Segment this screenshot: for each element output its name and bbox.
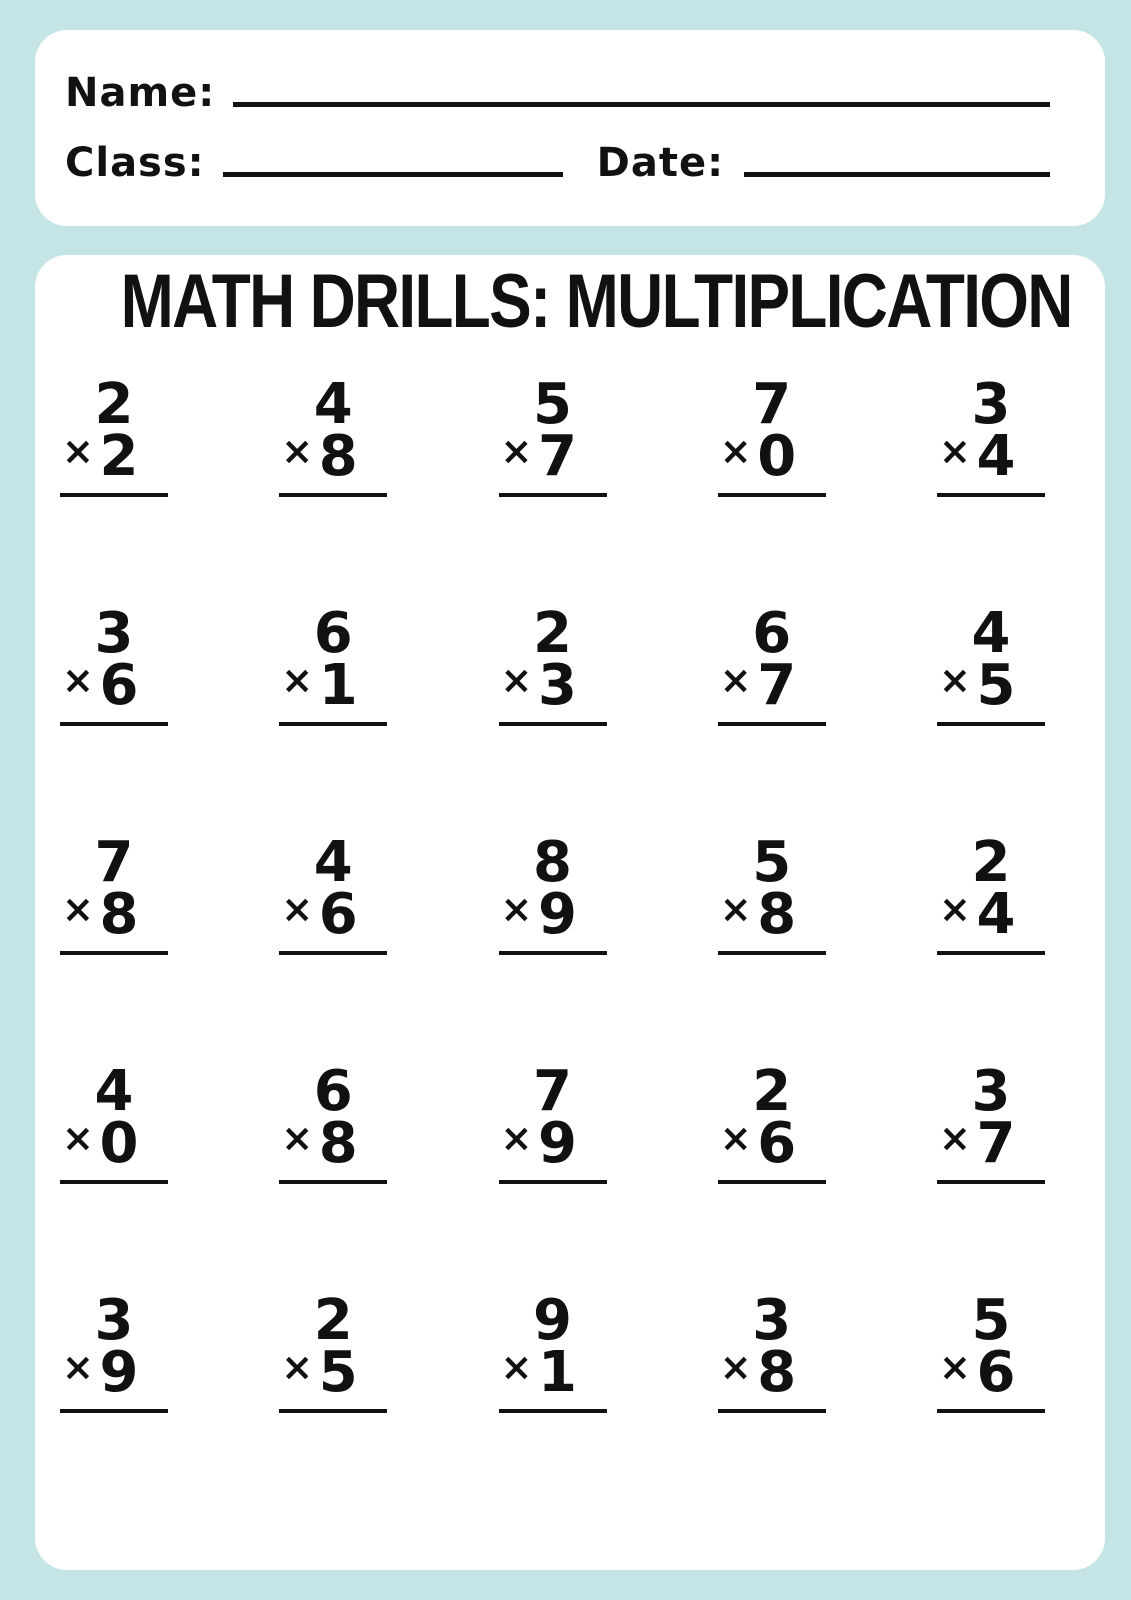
multiplier: 7	[757, 653, 797, 718]
multiplication-problem	[60, 1288, 168, 1524]
problems-grid	[35, 372, 1105, 1524]
multiplication-problem	[60, 830, 168, 1066]
multiplier-row	[60, 1111, 168, 1176]
multiplier-row	[937, 424, 1045, 489]
multiplier: 3	[538, 653, 577, 718]
answer-line[interactable]	[718, 1409, 826, 1413]
class-label: Class:	[65, 140, 205, 186]
multiply-icon: ×	[719, 887, 752, 931]
multiplication-problem	[60, 372, 168, 608]
multiply-icon: ×	[62, 1345, 94, 1389]
answer-line[interactable]	[718, 1180, 826, 1184]
multiplicand: 4	[313, 372, 353, 437]
multiplication-problem	[499, 830, 607, 1066]
answer-line[interactable]	[937, 951, 1045, 955]
multiplier-row	[499, 1111, 607, 1176]
multiplication-problem	[279, 1288, 387, 1524]
answer-line[interactable]	[499, 493, 607, 497]
multiplier-row	[937, 882, 1045, 947]
class-date-field-row	[65, 140, 1050, 186]
multiplication-problem	[937, 1059, 1045, 1295]
answer-line[interactable]	[499, 1180, 607, 1184]
multiplier-row	[718, 1340, 826, 1405]
multiplier: 9	[538, 1111, 577, 1176]
multiplication-problem	[937, 1288, 1045, 1524]
multiplicand: 5	[752, 830, 792, 895]
answer-line[interactable]	[60, 722, 168, 726]
multiply-icon: ×	[62, 887, 94, 931]
multiplicand: 6	[313, 1059, 353, 1124]
multiplier: 8	[757, 1340, 797, 1405]
multiply-icon: ×	[939, 1116, 971, 1160]
multiplier-row	[60, 882, 168, 947]
answer-line[interactable]	[718, 493, 826, 497]
multiply-icon: ×	[939, 658, 971, 702]
answer-line[interactable]	[60, 1180, 168, 1184]
multiplier-row	[937, 1340, 1045, 1405]
multiply-icon: ×	[719, 1345, 752, 1389]
multiplier: 8	[99, 882, 139, 947]
multiplicand: 6	[752, 601, 792, 666]
multiplicand: 3	[971, 372, 1011, 437]
multiplicand: 4	[313, 830, 353, 895]
multiply-icon: ×	[939, 429, 971, 473]
multiply-icon: ×	[500, 1345, 533, 1389]
multiplier: 4	[976, 424, 1016, 489]
multiplication-problem	[279, 372, 387, 608]
multiplication-problem	[499, 1288, 607, 1524]
name-field-row	[65, 70, 1050, 116]
multiplier-row	[718, 1111, 826, 1176]
answer-line[interactable]	[279, 951, 387, 955]
multiply-icon: ×	[281, 1116, 314, 1160]
multiplicand: 3	[94, 1288, 134, 1353]
multiplier: 5	[318, 1340, 358, 1405]
multiply-icon: ×	[62, 658, 94, 702]
multiplier-row	[499, 424, 607, 489]
answer-line[interactable]	[279, 1180, 387, 1184]
answer-line[interactable]	[499, 1409, 607, 1413]
multiplier-row	[718, 882, 826, 947]
multiplier: 9	[99, 1340, 139, 1405]
multiply-icon: ×	[500, 429, 533, 473]
multiplier-row	[279, 424, 387, 489]
multiplication-problem	[937, 372, 1045, 608]
multiplier-row	[937, 653, 1045, 718]
answer-line[interactable]	[718, 722, 826, 726]
multiplier: 9	[538, 882, 577, 947]
multiplier-row	[60, 1340, 168, 1405]
multiplier: 7	[538, 424, 577, 489]
answer-line[interactable]	[937, 722, 1045, 726]
multiplier: 6	[976, 1340, 1016, 1405]
multiply-icon: ×	[281, 429, 314, 473]
multiplier-row	[499, 653, 607, 718]
multiplier: 0	[99, 1111, 139, 1176]
multiplication-problem	[499, 1059, 607, 1295]
multiply-icon: ×	[62, 429, 94, 473]
answer-line[interactable]	[279, 722, 387, 726]
multiplier: 8	[757, 882, 797, 947]
multiplication-problem	[279, 830, 387, 1066]
answer-line[interactable]	[937, 1409, 1045, 1413]
answer-line[interactable]	[718, 951, 826, 955]
page-title: MATH DRILLS: MULTIPLICATION	[120, 259, 1072, 344]
multiplier: 0	[757, 424, 797, 489]
multiplication-problem	[718, 1059, 826, 1295]
multiplicand: 9	[533, 1288, 572, 1353]
multiplication-problem	[60, 601, 168, 837]
multiplicand: 7	[94, 830, 134, 895]
worksheet-card	[35, 255, 1105, 1570]
answer-line[interactable]	[60, 951, 168, 955]
name-label: Name:	[65, 70, 216, 116]
multiplicand: 6	[313, 601, 353, 666]
multiplier: 8	[318, 424, 358, 489]
multiplier: 4	[976, 882, 1016, 947]
multiplicand: 2	[94, 372, 134, 437]
multiplicand: 3	[752, 1288, 792, 1353]
multiplier-row	[499, 1340, 607, 1405]
multiplier: 8	[318, 1111, 358, 1176]
multiply-icon: ×	[719, 658, 752, 702]
multiply-icon: ×	[719, 1116, 752, 1160]
multiplier-row	[718, 424, 826, 489]
multiplier-row	[718, 653, 826, 718]
multiply-icon: ×	[281, 1345, 314, 1389]
answer-line[interactable]	[499, 722, 607, 726]
multiplicand: 4	[94, 1059, 134, 1124]
multiply-icon: ×	[500, 1116, 533, 1160]
multiply-icon: ×	[939, 887, 971, 931]
multiplicand: 5	[971, 1288, 1011, 1353]
answer-line[interactable]	[60, 493, 168, 497]
multiply-icon: ×	[281, 658, 314, 702]
multiplier: 6	[99, 653, 139, 718]
multiplication-problem	[718, 372, 826, 608]
multiplication-problem	[718, 601, 826, 837]
multiplicand: 4	[971, 601, 1011, 666]
class-input-line[interactable]	[223, 172, 563, 177]
multiplication-problem	[937, 830, 1045, 1066]
multiplier: 2	[99, 424, 139, 489]
multiplier-row	[279, 653, 387, 718]
multiplier: 7	[976, 1111, 1016, 1176]
multiplier: 1	[318, 653, 358, 718]
multiply-icon: ×	[500, 658, 533, 702]
multiply-icon: ×	[500, 887, 533, 931]
multiplication-problem	[60, 1059, 168, 1295]
answer-line[interactable]	[937, 493, 1045, 497]
header-card	[35, 30, 1105, 226]
multiplier: 6	[318, 882, 358, 947]
multiplier-row	[937, 1111, 1045, 1176]
multiplication-problem	[937, 601, 1045, 837]
multiplier-row	[279, 1111, 387, 1176]
date-label: Date:	[596, 140, 725, 186]
multiplication-problem	[279, 601, 387, 837]
multiplier: 6	[757, 1111, 797, 1176]
multiplicand: 2	[971, 830, 1011, 895]
multiplicand: 2	[752, 1059, 792, 1124]
multiplicand: 7	[752, 372, 792, 437]
multiplication-problem	[718, 1288, 826, 1524]
multiplicand: 2	[313, 1288, 353, 1353]
multiplication-problem	[499, 601, 607, 837]
date-input-line[interactable]	[744, 172, 1050, 177]
multiplication-problem	[499, 372, 607, 608]
multiplier-row	[499, 882, 607, 947]
multiplicand: 2	[533, 601, 572, 666]
multiply-icon: ×	[719, 429, 752, 473]
multiplicand: 8	[533, 830, 572, 895]
answer-line[interactable]	[937, 1180, 1045, 1184]
answer-line[interactable]	[499, 951, 607, 955]
multiply-icon: ×	[62, 1116, 94, 1160]
multiply-icon: ×	[939, 1345, 971, 1389]
multiplier: 5	[976, 653, 1016, 718]
multiplicand: 5	[533, 372, 572, 437]
multiplier-row	[279, 882, 387, 947]
multiplication-problem	[718, 830, 826, 1066]
multiplicand: 3	[971, 1059, 1011, 1124]
answer-line[interactable]	[279, 1409, 387, 1413]
multiplier-row	[60, 653, 168, 718]
multiplier-row	[279, 1340, 387, 1405]
multiplication-problem	[279, 1059, 387, 1295]
multiply-icon: ×	[281, 887, 314, 931]
answer-line[interactable]	[279, 493, 387, 497]
name-input-line[interactable]	[233, 102, 1050, 107]
multiplier: 1	[538, 1340, 577, 1405]
answer-line[interactable]	[60, 1409, 168, 1413]
multiplicand: 7	[533, 1059, 572, 1124]
multiplicand: 3	[94, 601, 134, 666]
multiplier-row	[60, 424, 168, 489]
